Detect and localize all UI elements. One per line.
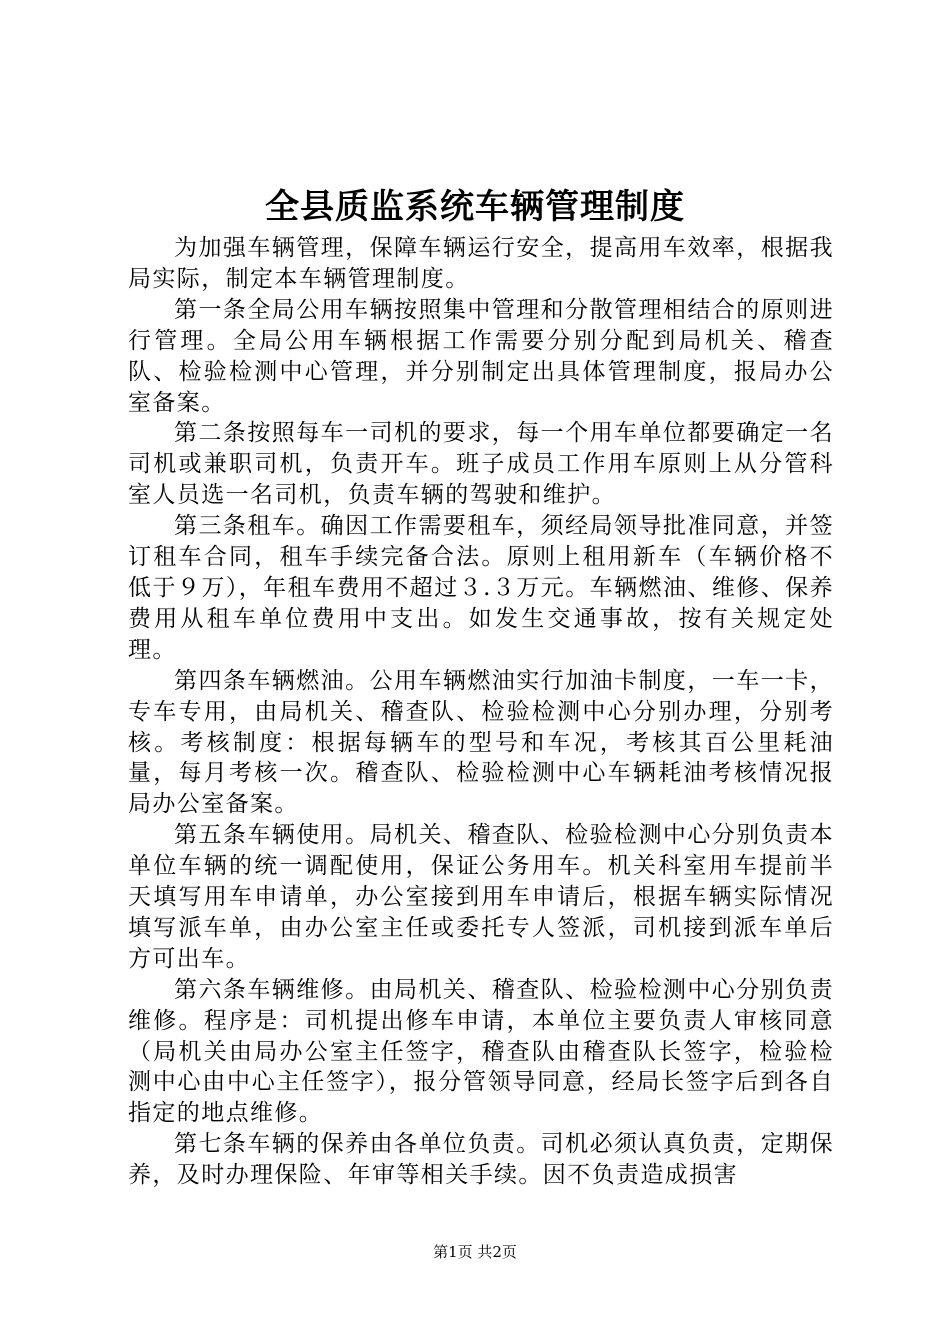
paragraph-intro: 为加强车辆管理，保障车辆运行安全，提高用车效率，根据我局实际，制定本车辆管理制度。 bbox=[128, 235, 834, 292]
paragraph-article-5: 第五条车辆使用。局机关、稽查队、检验检测中心分别负责本单位车辆的统一调配使用，保证公务用车。机关科室用车提前半天填写用车申请单，办公室接到用车申请后，根据车辆实际情况填写派车单，由办公室主任或委托专人签派，司机接到派车单后方可出车。 bbox=[128, 822, 834, 972]
document-title: 全县质监系统车辆管理制度 bbox=[265, 187, 685, 227]
paragraph-article-4: 第四条车辆燃油。公用车辆燃油实行加油卡制度，一车一卡，专车专用，由局机关、稽查队、检验检测中心分别办理，分别考核。考核制度：根据每辆车的型号和车况，考核其百公里耗油量，每月考核一次。稽查队、检验检测中心车辆耗油考核情况报局办公室备案。 bbox=[128, 667, 834, 818]
paragraph-article-2: 第二条按照每车一司机的要求，每一个用车单位都要确定一名司机或兼职司机，负责开车。班子成员工作用车原则上从分管科室人员选一名司机，负责车辆的驾驶和维护。 bbox=[128, 420, 834, 509]
document-body bbox=[128, 233, 834, 1191]
paragraph-article-6: 第六条车辆维修。由局机关、稽查队、检验检测中心分别负责维修。程序是：司机提出修车申请，本单位主要负责人审核同意（局机关由局办公室主任签字，稽查队由稽查队长签字，检验检测中心由中心主任签字），报分管领导同意，经局长签字后到各自指定的地点维修。 bbox=[128, 976, 834, 1127]
paragraph-article-3: 第三条租车。确因工作需要租车，须经局领导批准同意，并签订租车合同，租车手续完备合法。原则上租用新车（车辆价格不低于９万），年租车费用不超过３.３万元。车辆燃油、维修、保养费用从租车单位费用中支出。如发生交通事故，按有关规定处理。 bbox=[128, 513, 834, 663]
paragraph-article-1: 第一条全局公用车辆按照集中管理和分散管理相结合的原则进行管理。全局公用车辆根据工作需要分别分配到局机关、稽查队、检验检测中心管理，并分别制定出具体管理制度，报局办公室备案。 bbox=[128, 296, 834, 416]
page-footer: 第1页 共2页 bbox=[433, 1243, 517, 1261]
paragraph-article-7: 第七条车辆的保养由各单位负责。司机必须认真负责，定期保养，及时办理保险、年审等相关手续。因不负责造成损害 bbox=[128, 1131, 834, 1189]
